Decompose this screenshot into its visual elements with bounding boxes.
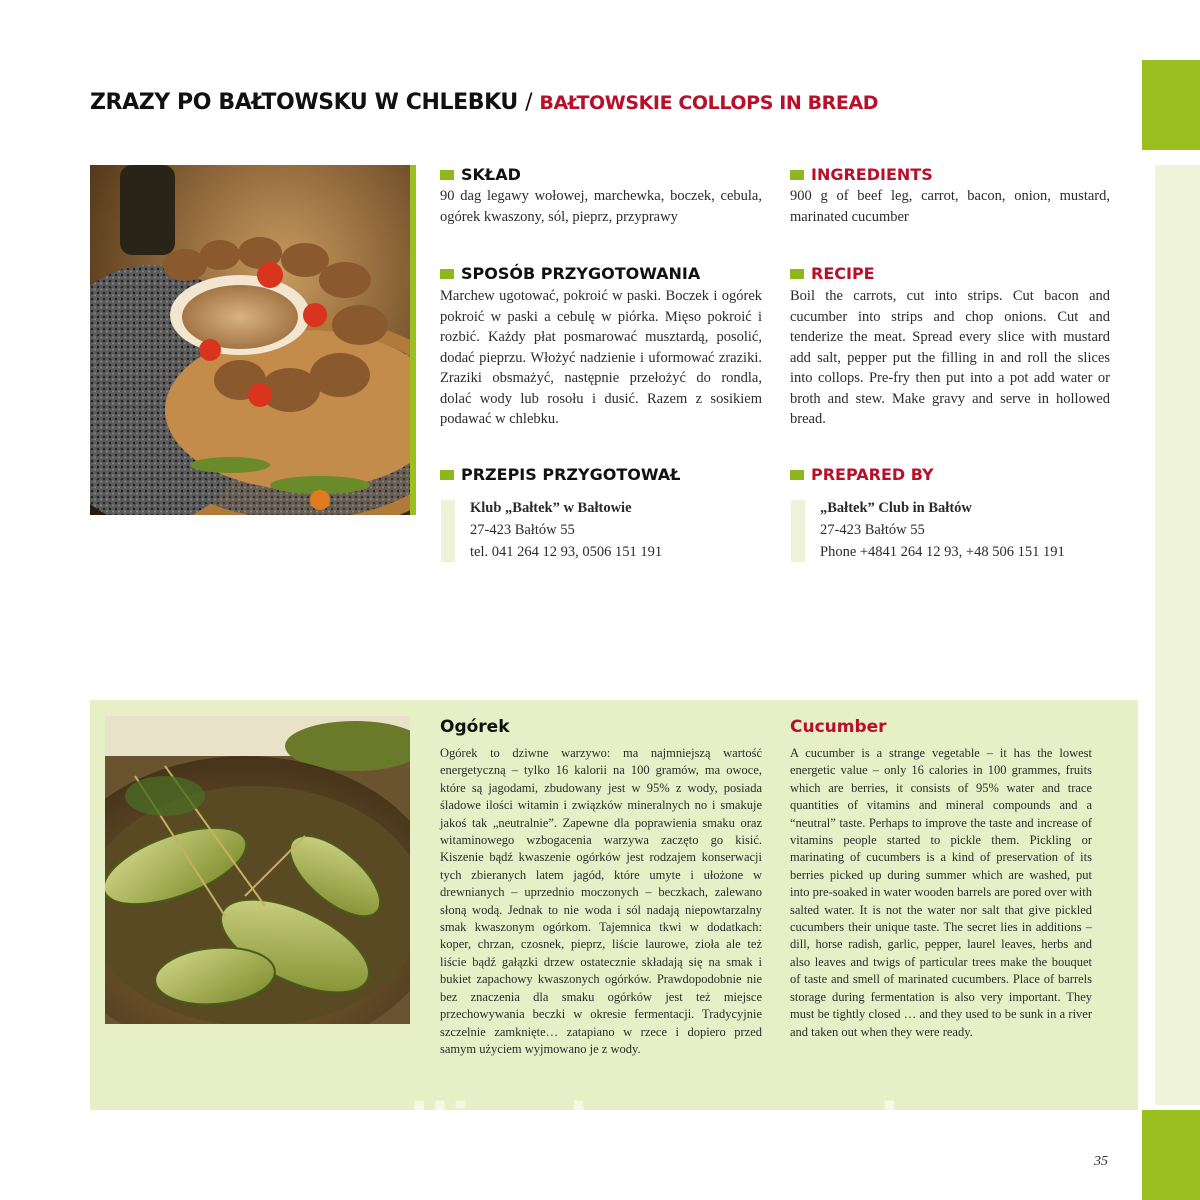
prepared-heading-en-text: PREPARED BY (811, 465, 934, 484)
bullet-square-icon (790, 470, 804, 480)
prepared-block-pl (470, 497, 662, 563)
ingredients-heading-en (790, 165, 933, 184)
info-heading-pl: Ogórek (440, 717, 510, 737)
bullet-square-icon (440, 170, 454, 180)
title-polish: ZRAZY PO BAŁTOWSKU W CHLEBKU (90, 90, 518, 115)
recipe-text-en: Boil the carrots, cut into strips. Cut bacon and cucumber into strips and chop onions. Cut and tenderize the meat. Spread every slice with mustard add salt, pepper put the filling in and roll the slices into collops. Pre-fry then put into a pot add water or broth and stew. Make gravy and serve in hollowed bread. (790, 288, 1110, 427)
recipe-heading-en (790, 264, 875, 283)
recipe-heading-pl (440, 264, 700, 283)
bullet-square-icon (790, 269, 804, 279)
prepared-bar-en (791, 500, 805, 562)
bullet-square-icon (790, 170, 804, 180)
info-heading-en: Cucumber (790, 717, 887, 737)
bullet-square-icon (440, 269, 454, 279)
info-text-en: A cucumber is a strange vegetable – it has the lowest energetic value – only 16 calories in 100 grammes, fruits which are berries, it consists of 95% water and trace quantities of vitamins and mineral compounds and a “neutral” taste. Perhaps to improve the taste and increase of vitamins people started to pickle them. Pickling or marinating of cucumbers is a kind of preservation of its berries picked up during summer which are washed, put into pre-soaked in water wooden barrels are pored over with salted water. It is not the water nor salt that give pickled cucumbers their unique taste. The secret lies in additions – dill, horse radish, garlic, pepper, laurel leaves, herbs and also leaves and twigs of particular trees make the bouquet of taste and smell of marinated cucumbers. Place of barrels storage during fermentation is also very important. They must be tightly closed … and they used to be sunk in a river and taken out when they were ready. (790, 746, 1092, 1039)
watermark: wedlinydomowe.pl (299, 1092, 901, 1155)
dish-photo (90, 165, 410, 515)
dish-photo-illustration (90, 165, 410, 515)
prepared-address-en: 27-423 Bałtów 55 (820, 522, 925, 538)
ingredients-heading-en-text: INGREDIENTS (811, 165, 933, 184)
ingredients-text-en: 900 g of beef leg, carrot, bacon, onion, mustard, marinated cucumber (790, 188, 1110, 225)
photo-accent-rule (410, 165, 416, 515)
prepared-heading-pl-text: PRZEPIS PRZYGOTOWAŁ (461, 465, 681, 484)
ingredients-heading-pl (440, 165, 521, 184)
recipe-heading-pl-text: SPOSÓB PRZYGOTOWANIA (461, 264, 701, 283)
margin-tab-top (1142, 60, 1200, 150)
margin-strip (1155, 165, 1200, 1105)
prepared-phone-pl: tel. 041 264 12 93, 0506 151 191 (470, 544, 663, 560)
recipe-text-pl: Marchew ugotować, pokroić w paski. Boczek i ogórek pokroić w paski a cebulę w piórka. Mięso pokroić i rozbić. Każdy płat posmarować musztardą, posolić, dodać pieprzu. Włożyć nadzienie i uformować zraziki. Zraziki obsmażyć, następnie przełożyć do rondla, dolać wody lub rosołu i dusić. Razem z sosikiem podawać w chlebku. (440, 288, 762, 427)
bullet-square-icon (440, 470, 454, 480)
ingredients-text-pl: 90 dag legawy wołowej, marchewka, boczek, cebula, ogórek kwaszony, sól, pieprz, przyprawy (440, 188, 762, 225)
title-english: BAŁTOWSKIE COLLOPS IN BREAD (539, 92, 879, 114)
info-text-pl: Ogórek to dziwne warzywo: ma najmniejszą wartość energetyczną – tylko 16 kalorii na 100 gramów, ma owoce, które są jagodami, zbudowany jest w 95% z wody, posiada śladowe ilości witamin i związków mineralnych no i smakuje jakoś tak „neutralnie”. Zapewne dla poprawienia smaku oraz witaminowego wzbogacenia warzywa zaczęto go kisić. Kiszenie bądź kwaszenie ogórków jest rodzajem konserwacji tych zbieranych latem jagód, które umyte i ułożone w drewnianych – uprzednio moczonych – beczkach, zalewano słoną wodą. Jednak to nie woda i sól nadają niepowtarzalny smak kwaszonym ogórkom. Tajemnica tkwi w dodatkach: koper, chrzan, czosnek, pieprz, liście laurowe, zioła ale też liście bądź gałązki drzew ostatecznie składają się na smak i bukiet zapachowy kwaszonych ogórków. Prawdopodobnie nie bez znaczenia dla smaku ogórków jest też miejsce przechowywania beczki w okresie fermentacji. Tradycyjnie szczelnie zamknięte… zatapiano w rzece i dopiero przed samym użyciem wyjmowano je z wody. (440, 746, 762, 1056)
recipe-heading-en-text: RECIPE (811, 264, 875, 283)
prepared-bar-pl (441, 500, 455, 562)
cucumber-photo-illustration (105, 716, 410, 1024)
prepared-heading-en (790, 465, 934, 484)
cucumber-photo (105, 716, 410, 1024)
page-title (90, 90, 878, 115)
prepared-heading-pl (440, 465, 680, 484)
page-number: 35 (1094, 1154, 1108, 1169)
ingredients-heading-pl-text: SKŁAD (461, 165, 521, 184)
prepared-name-pl: Klub „Bałtek” w Bałtowie (470, 500, 632, 516)
title-separator: / (525, 90, 533, 115)
prepared-name-en: „Bałtek” Club in Bałtów (820, 500, 972, 516)
prepared-phone-en: Phone +4841 264 12 93, +48 506 151 191 (820, 544, 1065, 560)
prepared-address-pl: 27-423 Bałtów 55 (470, 522, 575, 538)
prepared-block-en (820, 497, 1065, 563)
